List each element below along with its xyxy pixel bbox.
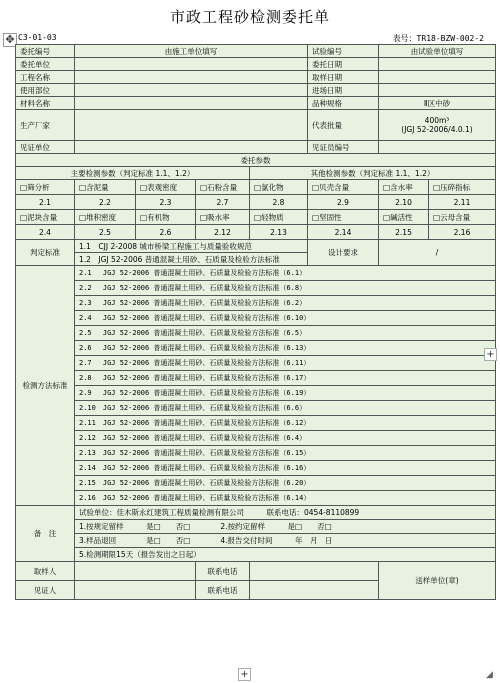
method-row bbox=[16, 356, 496, 371]
method-row bbox=[16, 476, 496, 491]
param-checkbox[interactable]: □碱活性 bbox=[379, 210, 429, 225]
param-checkbox[interactable]: □含水率 bbox=[379, 180, 429, 195]
field-value[interactable] bbox=[75, 141, 308, 154]
sampler-phone-label: 联系电话 bbox=[196, 562, 250, 581]
document-title: 市政工程砂检测委托单 bbox=[169, 8, 330, 26]
field-value[interactable] bbox=[75, 58, 308, 71]
judge-row bbox=[16, 240, 496, 253]
method-standard-label: 检测方法标准 bbox=[16, 266, 75, 506]
method-standard-item: 2.7 JGJ 52-2006 普通混凝土用砂、石质量及检验方法标准（6.11） bbox=[75, 356, 496, 371]
method-standard-item: 2.3 JGJ 52-2006 普通混凝土用砂、石质量及检验方法标准（6.2） bbox=[75, 296, 496, 311]
param-code: 2.8 bbox=[250, 195, 308, 210]
notes-row bbox=[16, 534, 496, 548]
witness-phone-field[interactable] bbox=[250, 581, 379, 600]
method-standard-item: 2.14 JGJ 52-2006 普通混凝土用砂、石质量及检验方法标准（6.16） bbox=[75, 461, 496, 476]
method-row bbox=[16, 266, 496, 281]
method-standard-item: 2.13 JGJ 52-2006 普通混凝土用砂、石质量及检验方法标准（6.15） bbox=[75, 446, 496, 461]
params-header: 委托参数 bbox=[16, 154, 496, 167]
param-code: 2.1 bbox=[16, 195, 75, 210]
notes-line: 5.检测期限15天（报告发出之日起） bbox=[75, 548, 496, 562]
param-code: 2.6 bbox=[136, 225, 196, 240]
param-checkbox[interactable]: □吸水率 bbox=[196, 210, 250, 225]
param-checkbox-row bbox=[16, 210, 496, 225]
stamp-label: 送样单位(章) bbox=[379, 562, 496, 600]
param-checkbox[interactable]: □云母含量 bbox=[429, 210, 496, 225]
table-resize-handle[interactable]: ◢ bbox=[486, 670, 493, 680]
param-checkbox[interactable]: □轻物质 bbox=[250, 210, 308, 225]
witness-field[interactable] bbox=[75, 581, 196, 600]
param-code: 2.5 bbox=[75, 225, 136, 240]
signature-row bbox=[16, 562, 496, 581]
field-label: 取样日期 bbox=[308, 71, 379, 84]
field-value[interactable] bbox=[379, 141, 496, 154]
form-row bbox=[16, 97, 496, 110]
field-label: 委托编号 bbox=[16, 45, 75, 58]
method-row bbox=[16, 311, 496, 326]
method-row bbox=[16, 431, 496, 446]
method-standard-item: 2.2 JGJ 52-2006 普通混凝土用砂、石质量及检验方法标准（6.8） bbox=[75, 281, 496, 296]
param-checkbox[interactable]: □表观密度 bbox=[136, 180, 196, 195]
param-code: 2.10 bbox=[379, 195, 429, 210]
document-code: C3-01-03 bbox=[18, 33, 57, 42]
param-code-row bbox=[16, 225, 496, 240]
add-row-button[interactable]: + bbox=[238, 668, 251, 681]
witness-label: 见证人 bbox=[16, 581, 75, 600]
param-code: 2.12 bbox=[196, 225, 250, 240]
field-label: 试验编号 bbox=[308, 45, 379, 58]
add-column-button[interactable]: + bbox=[484, 348, 497, 361]
form-row bbox=[16, 84, 496, 97]
design-requirement-value[interactable]: / bbox=[379, 240, 496, 266]
field-label: 代表批量 bbox=[308, 110, 379, 141]
main-params-header: 主要检测参数（判定标准 1.1、1.2） bbox=[16, 167, 250, 180]
param-checkbox[interactable]: □压碎指标 bbox=[429, 180, 496, 195]
field-label: 材料名称 bbox=[16, 97, 75, 110]
witness-phone-label: 联系电话 bbox=[196, 581, 250, 600]
form-number: 表号：TR18-BZW-002-2 bbox=[392, 34, 484, 43]
field-value[interactable] bbox=[75, 110, 308, 141]
field-label: 生产厂家 bbox=[16, 110, 75, 141]
field-value[interactable] bbox=[75, 71, 308, 84]
param-checkbox[interactable]: □有机物 bbox=[136, 210, 196, 225]
notes-row bbox=[16, 520, 496, 534]
batch-quantity: 400m³ bbox=[424, 116, 450, 125]
field-label: 委托日期 bbox=[308, 58, 379, 71]
method-row bbox=[16, 416, 496, 431]
param-code: 2.13 bbox=[250, 225, 308, 240]
field-label: 工程名称 bbox=[16, 71, 75, 84]
notes-line[interactable]: 3.样品退回 是□ 否□ 4.报告交付时间 年 月 日 bbox=[75, 534, 496, 548]
notes-label: 备 注 bbox=[16, 506, 75, 562]
method-standard-item: 2.12 JGJ 52-2006 普通混凝土用砂、石质量及检验方法标准（6.4） bbox=[75, 431, 496, 446]
notes-row bbox=[16, 506, 496, 520]
param-code: 2.4 bbox=[16, 225, 75, 240]
param-code: 2.11 bbox=[429, 195, 496, 210]
field-value[interactable]: 由施工单位填写 bbox=[75, 45, 308, 58]
method-standard-item: 2.1 JGJ 52-2006 普通混凝土用砂、石质量及检验方法标准（6.1） bbox=[75, 266, 496, 281]
notes-line[interactable]: 1.按规定留样 是□ 否□ 2.按约定留样 是□ 否□ bbox=[75, 520, 496, 534]
notes-row bbox=[16, 548, 496, 562]
method-standard-item: 2.6 JGJ 52-2006 普通混凝土用砂、石质量及检验方法标准（6.13） bbox=[75, 341, 496, 356]
field-label: 见证单位 bbox=[16, 141, 75, 154]
param-checkbox[interactable]: □泥块含量 bbox=[16, 210, 75, 225]
field-value[interactable]: 由试验单位填写 bbox=[379, 45, 496, 58]
method-standard-item: 2.4 JGJ 52-2006 普通混凝土用砂、石质量及检验方法标准（6.10） bbox=[75, 311, 496, 326]
field-value[interactable] bbox=[379, 110, 496, 141]
param-code: 2.14 bbox=[308, 225, 379, 240]
param-checkbox[interactable]: □坚固性 bbox=[308, 210, 379, 225]
param-checkbox[interactable]: □含泥量 bbox=[75, 180, 136, 195]
method-row bbox=[16, 296, 496, 311]
field-value[interactable] bbox=[379, 84, 496, 97]
method-standard-item: 2.10 JGJ 52-2006 普通混凝土用砂、石质量及检验方法标准（6.6） bbox=[75, 401, 496, 416]
method-row bbox=[16, 446, 496, 461]
param-code: 2.9 bbox=[308, 195, 379, 210]
method-standard-item: 2.9 JGJ 52-2006 普通混凝土用砂、石质量及检验方法标准（6.19） bbox=[75, 386, 496, 401]
param-code: 2.16 bbox=[429, 225, 496, 240]
sampler-label: 取样人 bbox=[16, 562, 75, 581]
method-standard-item: 2.8 JGJ 52-2006 普通混凝土用砂、石质量及检验方法标准（6.17） bbox=[75, 371, 496, 386]
param-code-row bbox=[16, 195, 496, 210]
field-label: 委托单位 bbox=[16, 58, 75, 71]
method-standard-item: 2.16 JGJ 52-2006 普通混凝土用砂、石质量及检验方法标准（6.14） bbox=[75, 491, 496, 506]
param-code: 2.3 bbox=[136, 195, 196, 210]
field-value[interactable] bbox=[75, 84, 308, 97]
other-params-header: 其他检测参数（判定标准 1.1、1.2） bbox=[250, 167, 496, 180]
param-checkbox[interactable]: □堆积密度 bbox=[75, 210, 136, 225]
field-label: 使用部位 bbox=[16, 84, 75, 97]
consignment-form-table bbox=[15, 44, 496, 600]
judge-standard-item: 1.1 CJJ 2-2008 城市桥梁工程施工与质量验收规范 bbox=[75, 240, 308, 253]
param-checkbox-row bbox=[16, 180, 496, 195]
form-row bbox=[16, 71, 496, 84]
params-subheader-row bbox=[16, 167, 496, 180]
sampler-phone-field[interactable] bbox=[250, 562, 379, 581]
param-code: 2.7 bbox=[196, 195, 250, 210]
method-row bbox=[16, 401, 496, 416]
field-value[interactable] bbox=[379, 58, 496, 71]
form-row bbox=[16, 110, 496, 141]
field-label: 进场日期 bbox=[308, 84, 379, 97]
method-standard-item: 2.5 JGJ 52-2006 普通混凝土用砂、石质量及检验方法标准（6.5） bbox=[75, 326, 496, 341]
param-checkbox[interactable]: □贝壳含量 bbox=[308, 180, 379, 195]
method-row bbox=[16, 371, 496, 386]
param-checkbox[interactable]: □氯化物 bbox=[250, 180, 308, 195]
design-requirement-label: 设计要求 bbox=[308, 240, 379, 266]
method-row bbox=[16, 281, 496, 296]
field-label: 见证员编号 bbox=[308, 141, 379, 154]
params-header-row bbox=[16, 154, 496, 167]
method-standard-item: 2.15 JGJ 52-2006 普通混凝土用砂、石质量及检验方法标准（6.20） bbox=[75, 476, 496, 491]
method-row bbox=[16, 461, 496, 476]
method-standard-item: 2.11 JGJ 52-2006 普通混凝土用砂、石质量及检验方法标准（6.12） bbox=[75, 416, 496, 431]
field-value[interactable] bbox=[75, 97, 308, 110]
method-row bbox=[16, 386, 496, 401]
judge-standard-item: 1.2 JGJ 52-2006 普通混凝土用砂、石质量及检验方法标准 bbox=[75, 253, 308, 266]
param-checkbox[interactable]: □石粉含量 bbox=[196, 180, 250, 195]
param-code: 2.2 bbox=[75, 195, 136, 210]
field-value[interactable] bbox=[379, 71, 496, 84]
notes-line: 试验单位：佳木斯永红建筑工程质量检测有限公司 联系电话：0454-8110899 bbox=[75, 506, 496, 520]
form-row bbox=[16, 58, 496, 71]
sampler-field[interactable] bbox=[75, 562, 196, 581]
method-row bbox=[16, 326, 496, 341]
param-checkbox[interactable]: □筛分析 bbox=[16, 180, 75, 195]
field-label: 品种规格 bbox=[308, 97, 379, 110]
field-value[interactable]: Ⅱ区中砂 bbox=[379, 97, 496, 110]
form-row bbox=[16, 141, 496, 154]
method-row bbox=[16, 491, 496, 506]
method-row bbox=[16, 341, 496, 356]
param-code: 2.15 bbox=[379, 225, 429, 240]
table-move-handle[interactable]: ✥ bbox=[3, 33, 17, 47]
batch-standard: (JGJ 52-2006/4.0.1) bbox=[401, 125, 473, 134]
judge-standard-label: 判定标准 bbox=[16, 240, 75, 266]
form-row bbox=[16, 45, 496, 58]
